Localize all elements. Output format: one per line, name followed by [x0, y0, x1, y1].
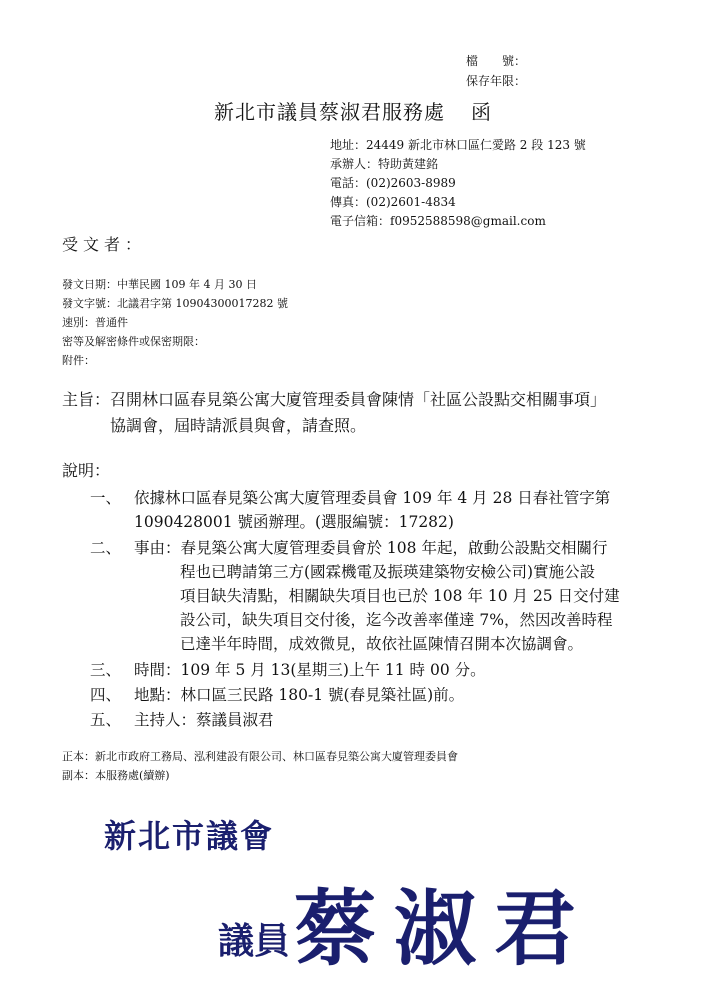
- copy-recipients: 副本：本服務處(續辦): [62, 769, 170, 782]
- secrecy-level: 密等及解密條件或保密期限：: [62, 335, 205, 348]
- seal-council-text: 新北市議會: [104, 817, 275, 855]
- item-5-line-1: 主持人：蔡議員淑君: [134, 711, 274, 729]
- item-2-line-1: 事由：春見築公寓大廈管理委員會於 108 年起，啟動公設點交相關行: [134, 539, 608, 557]
- contact-handler: 承辦人：特助黃建銘: [330, 157, 439, 171]
- explanation-label: 說明：: [62, 461, 111, 480]
- item-number: 二、: [90, 539, 122, 557]
- contact-address: 地址：24449 新北市林口區仁愛路 2 段 123 號: [330, 138, 586, 152]
- attachment: 附件：: [62, 354, 95, 367]
- item-3-line-1: 時間：109 年 5 月 13(星期三)上午 11 時 00 分。: [134, 661, 486, 679]
- item-number: 四、: [90, 686, 122, 704]
- contact-email: 電子信箱：f0952588598@gmail.com: [330, 214, 546, 228]
- seal-title-text: 議員: [218, 920, 291, 962]
- issue-date: 發文日期：中華民國 109 年 4 月 30 日: [62, 278, 257, 291]
- subject-line-2: 協調會，屆時請派員與會，請查照。: [110, 416, 367, 435]
- document-title: [214, 96, 492, 125]
- original-recipients: 正本：新北市政府工務局、泓利建設有限公司、林口區春見築公寓大廈管理委員會: [62, 750, 458, 763]
- item-2-line-5: 已達半年時間，成效微見，故依社區陳情召開本次協調會。: [180, 635, 584, 653]
- seal-name-text: 蔡淑君: [294, 881, 595, 975]
- item-1-line-2: 1090428001 號函辦理。(選服編號：17282): [134, 513, 454, 531]
- seal-council-name: [104, 817, 274, 855]
- recipient-label: 受文者：: [62, 235, 147, 254]
- item-2-line-2: 程也已聘請第三方(國霖機電及振瑛建築物安檢公司)實施公設: [180, 563, 596, 581]
- seal-name: [294, 881, 594, 975]
- office-name: 新北市議員蔡淑君服務處: [214, 100, 445, 124]
- item-number: 五、: [90, 711, 122, 729]
- file-number-field: [440, 52, 526, 69]
- document-number: 發文字號：北議君字第 10904300017282 號: [62, 297, 288, 310]
- contact-fax: 傳真：(02)2601-4834: [330, 195, 456, 209]
- subject-line-1: 召開林口區春見築公寓大廈管理委員會陳情「社區公設點交相關事項」: [110, 390, 607, 409]
- item-2-line-4: 設公司，缺失項目交付後，迄今改善率僅達 7%，然因改善時程: [180, 611, 613, 629]
- delivery-speed: 速別：普通件: [62, 316, 128, 329]
- item-2-line-3: 項目缺失清點，相關缺失項目也已於 108 年 10 月 25 日交付建: [180, 587, 620, 605]
- file-number-label: 檔 號：: [465, 54, 526, 68]
- seal-title-word: [218, 920, 290, 962]
- document-type: 函: [471, 100, 492, 124]
- contact-phone: 電話：(02)2603-8989: [330, 176, 456, 190]
- item-number: 三、: [90, 661, 122, 679]
- item-4-line-1: 地點：林口區三民路 180-1 號(春見築社區)前。: [134, 686, 465, 704]
- item-number: 一、: [90, 489, 122, 507]
- subject-label: 主旨：: [62, 390, 111, 409]
- item-1-line-1: 依據林口區春見築公寓大廈管理委員會 109 年 4 月 28 日春社管字第: [134, 489, 611, 507]
- council-seal-stamp: [90, 805, 630, 975]
- retention-period-field: [440, 72, 526, 89]
- retention-period-label: 保存年限：: [465, 74, 526, 88]
